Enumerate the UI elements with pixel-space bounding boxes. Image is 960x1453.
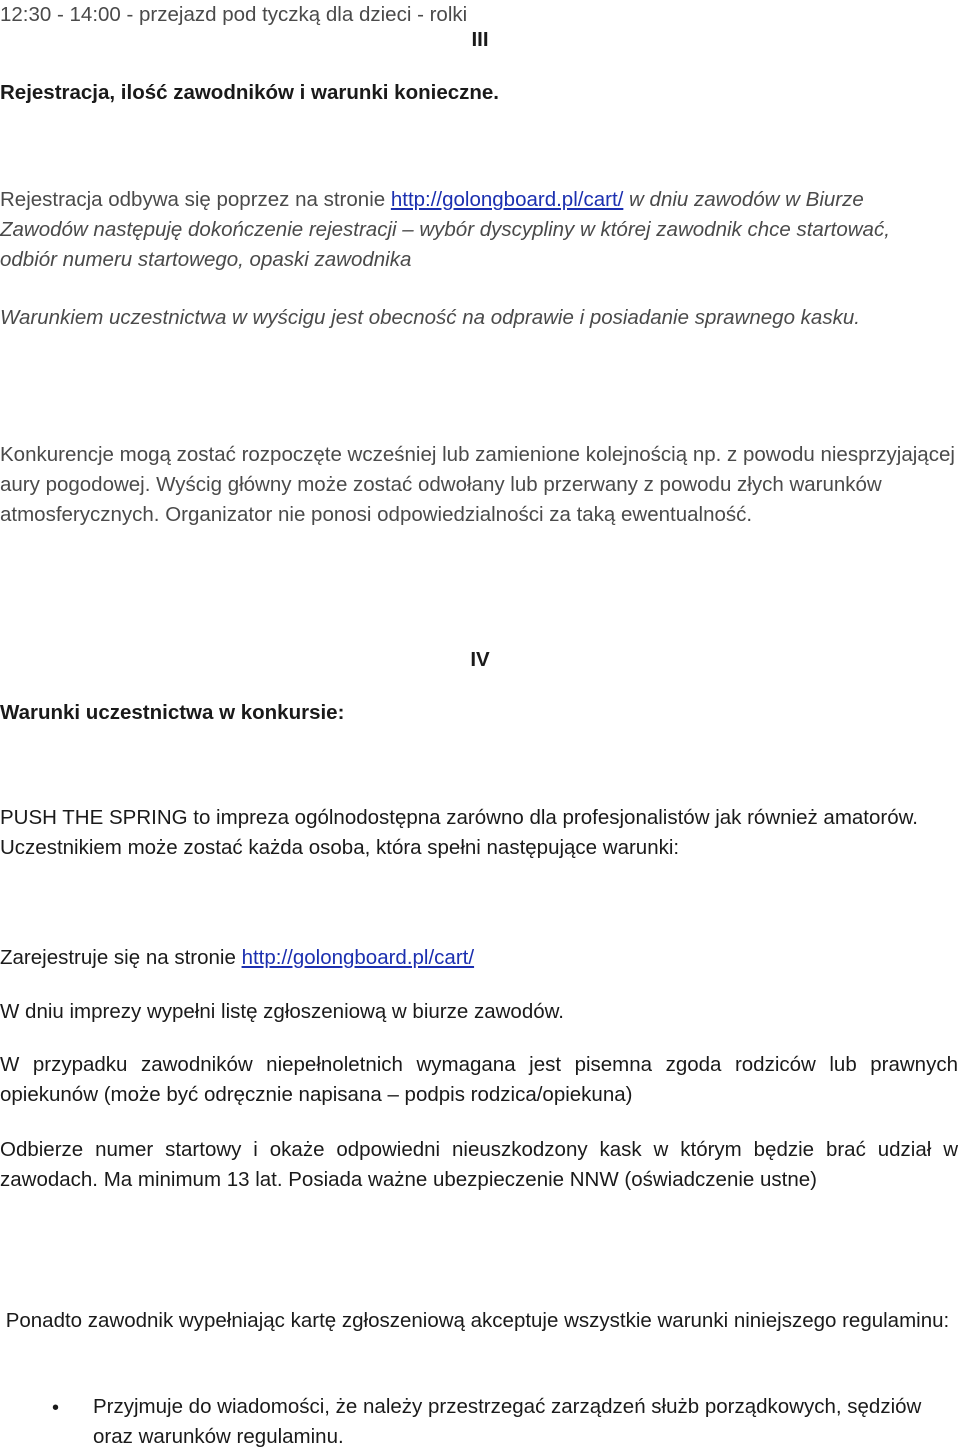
register-text: Zarejestruje się na stronie (0, 946, 242, 969)
fill-form-line: W dniu imprezy wypełni listę zgłoszeniową w biurze zawodów. (0, 1000, 564, 1023)
section-3-numeral: III (471, 28, 489, 51)
competitions-paragraph: Konkurencje mogą zostać rozpoczęte wcześniej lub zamienione kolejnością np. z powodu niesprzyjającej aury pogodowej. Wyścig główny może zostać odwołany lub przerwany z powodu złych warunków atmosferycznych. Organizator nie ponosi odpowiedzialności za taką ewentualność. (0, 443, 955, 526)
minors-paragraph: W przypadku zawodników niepełnoletnich wymagana jest pisemna zgoda rodziców lub prawnych opiekunów (może być odręcznie napisana – podpis rodzica/opiekuna) (0, 1053, 958, 1106)
event-intro: PUSH THE SPRING to impreza ogólnodostępna zarówno dla profesjonalistów jak również amatorów. Uczestnikiem może zostać każda osoba, która spełni następujące warunki: (0, 806, 919, 859)
section-3-heading: Rejestracja, ilość zawodników i warunki konieczne. (0, 81, 499, 104)
registration-link[interactable]: http://golongboard.pl/cart/ (390, 188, 624, 211)
acceptance-paragraph: Ponadto zawodnik wypełniając kartę zgłoszeniową akceptuje wszystkie warunki niniejszego regulaminu: (0, 1309, 950, 1332)
register-link[interactable]: http://golongboard.pl/cart/ (241, 946, 475, 969)
bullet-marker: • (52, 1397, 60, 1419)
participation-condition: Warunkiem uczestnictwa w wyścigu jest obecność na odprawie i posiadanie sprawnego kasku. (0, 306, 860, 329)
registration-text-start: Rejestracja odbywa się poprzez na stronie (0, 188, 391, 211)
section-4-heading: Warunki uczestnictwa w konkursie: (0, 701, 345, 724)
registration-text-rest: w dniu zawodów w Biurze Zawodów następuję dokończenie rejestracji – wybór dyscypliny w której zawodnik chce startować, odbiór numeru startowego, opaski zawodnika (0, 188, 890, 271)
section-4-numeral: IV (470, 648, 490, 671)
bullet-item-1: Przyjmuje do wiadomości, że należy przestrzegać zarządzeń służb porządkowych, sędziów oraz warunków regulaminu. (93, 1395, 922, 1448)
registration-paragraph (0, 185, 900, 275)
schedule-line: 12:30 - 14:00 - przejazd pod tyczką dla dzieci - rolki (0, 3, 468, 26)
register-line (0, 943, 960, 973)
start-number-paragraph: Odbierze numer startowy i okaże odpowiedni nieuszkodzony kask w którym będzie brać udział w zawodach. Ma minimum 13 lat. Posiada ważne ubezpieczenie NNW (oświadczenie ustne) (0, 1138, 958, 1191)
